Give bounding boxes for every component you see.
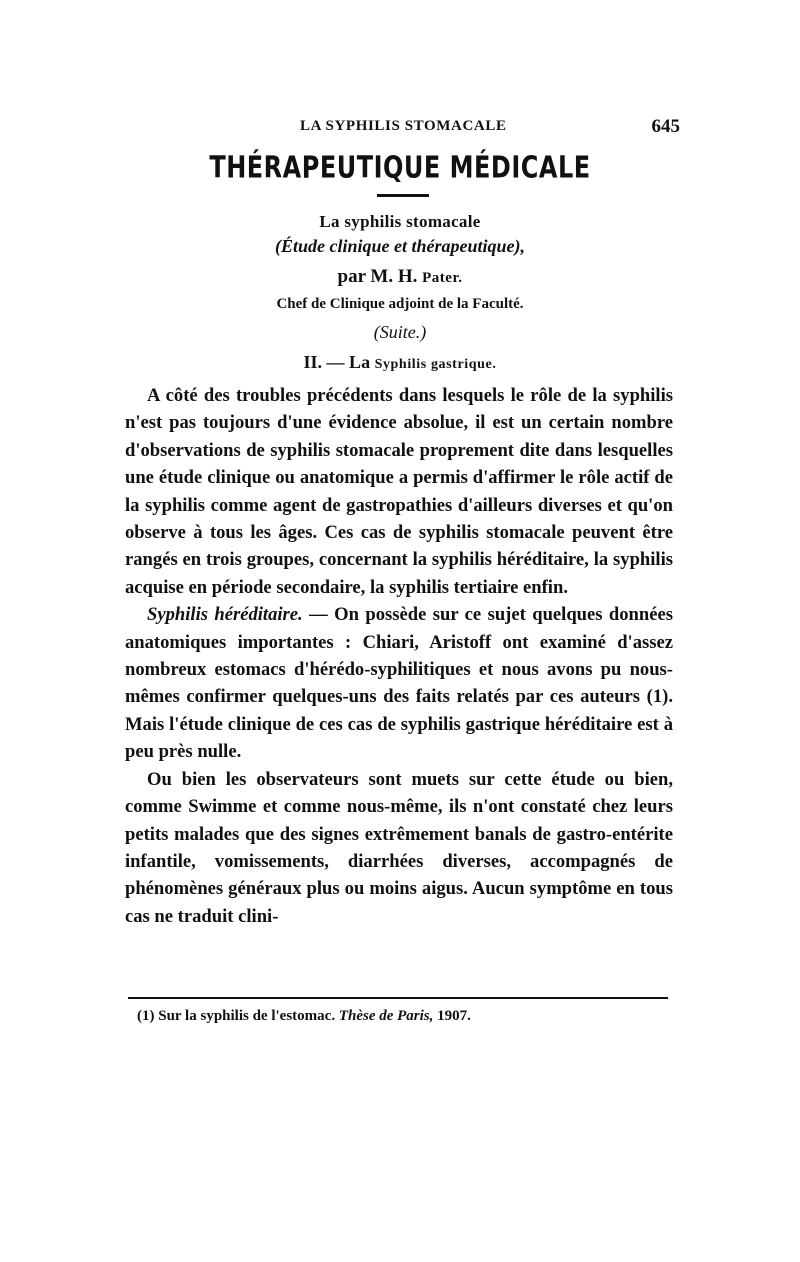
running-head	[0, 118, 800, 142]
author-affiliation: Chef de Clinique adjoint de la Faculté.	[276, 296, 524, 312]
paragraph-2-text: — On possède sur ce sujet quelques données anatomiques importantes : Chiari, Aristoff ont examiné d'assez nombreux estomacs d'hérédo-syphilitiques et nous avons pu nous-mêmes confirmer quelques-uns des faits relatés par ces auteurs (1). Mais l'étude clinique de ces cas de syphilis gastrique héréditaire est à peu près nulle.	[125, 604, 673, 763]
paragraph-2-lead: Syphilis héréditaire.	[147, 604, 303, 626]
section-title: THÉRAPEUTIQUE MÉDICALE	[209, 150, 591, 185]
footnote	[137, 1008, 677, 1025]
running-head-title: LA SYPHILIS STOMACALE	[300, 118, 507, 134]
article-title: La syphilis stomacale	[319, 212, 481, 231]
subheading-prefix: II. — La	[303, 352, 375, 372]
byline	[120, 266, 680, 288]
page-number: 645	[651, 116, 680, 137]
article-subtitle: (Étude clinique et thérapeutique),	[275, 236, 525, 256]
continuation-note: (Suite.)	[373, 322, 427, 342]
subheading-smallcaps: Syphilis gastrique.	[374, 357, 497, 372]
paragraph-1: A côté des troubles précédents dans lesquels le rôle de la syphilis n'est pas toujours d'une évidence absolue, il est un certain nombre d'observations de syphilis stomacale proprement dite dans lesquelles une étude clinique ou anatomique a permis d'affirmer le rôle actif de la syphilis comme agent de gastropathies d'ailleurs diverses et qu'on observe à tous les âges. Ces cas de syphilis stomacale peuvent être rangés en trois groupes, concernant la syphilis héréditaire, la syphilis acquise en période secondaire, la syphilis tertiaire enfin.	[125, 385, 673, 598]
footnote-suffix: 1907.	[433, 1008, 471, 1024]
footnote-italic: Thèse de Paris,	[338, 1008, 434, 1024]
footnote-prefix: (1) Sur la syphilis de l'estomac.	[137, 1008, 339, 1024]
paragraph-2	[125, 601, 673, 765]
body-text	[125, 382, 673, 930]
footnote-rule	[128, 997, 668, 999]
author-name: Pater.	[422, 270, 463, 286]
chapter-subheading	[120, 352, 680, 373]
byline-prefix: par M. H.	[337, 266, 423, 287]
paragraph-3: Ou bien les observateurs sont muets sur cette étude ou bien, comme Swimme et comme nous-même, ils n'ont constaté chez leurs petits malades que des signes extrêmement banals de gastro-entérite infantile, vomissements, diarrhées diverses, accompagnés de phénomènes généraux plus ou moins aigus. Aucun symptôme en tous cas ne traduit clini-	[125, 768, 673, 927]
title-rule	[377, 194, 429, 197]
